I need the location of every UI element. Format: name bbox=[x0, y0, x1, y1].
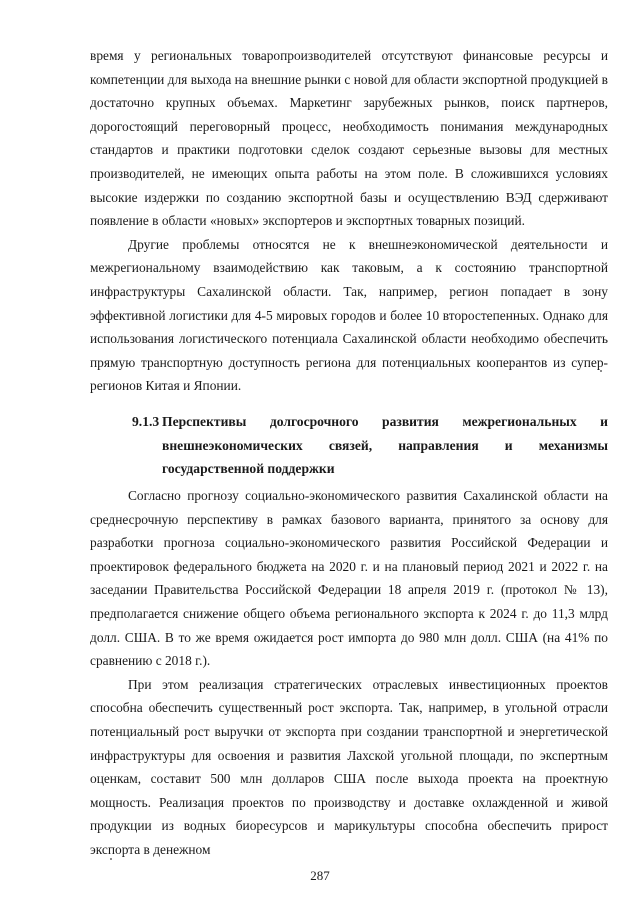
paragraph: При этом реализация стратегических отраслевых инвестиционных проектов способна обеспечить существенный рост экспорта. Так, например, в угольной отрасли потенциальный рост выручки от экспорта при создании транспортной и энергетической инфраструктуры для освоения и развития Лахской угольной площади, по экспертным оценкам, составит 500 млн долларов США после выхода проекта на проектную мощность. Реализация проектов по производству и доставке охлажденной и живой продукции из водных биоресурсов и марикультуры способна обеспечить прирост экспорта в денежном bbox=[90, 676, 608, 857]
section-title: Перспективы долгосрочного развития межрегиональных и внешнеэкономических связей, направления и механизмы государственной поддержки bbox=[162, 414, 608, 477]
paragraph-continued: время у региональных товаропроизводителей отсутствуют финансовые ресурсы и компетенции для выхода на внешние рынки с новой для области экспортной продукцией в достаточно крупных объемах. Маркетинг зарубежных рынков, поиск партнеров, дорогостоящий переговорный процесс, необходимость понимания международных стандартов и практики подготовки сделок создают серьезные вызовы для местных производителей, не имеющих опыта работы на этом поле. В сложившихся условиях высокие издержки по созданию экспортной базы и осуществлению ВЭД сдерживают появление в области «новых» экспортеров и экспортных товарных позиций. bbox=[90, 48, 608, 229]
page-number: 287 bbox=[310, 868, 330, 883]
scan-speck bbox=[110, 858, 112, 860]
section-number: 9.1.3 bbox=[132, 414, 160, 429]
section-heading bbox=[90, 410, 608, 481]
body-text-top bbox=[90, 44, 608, 398]
paragraph: Согласно прогнозу социально-экономического развития Сахалинской области на среднесрочную перспективу в рамках базового варианта, принятого за основу для разработки прогноза социально-экономического развития Российской Федерации и проектировок федерального бюджета на 2020 г. и на плановый период 2021 и 2022 г. на заседании Правительства Российской Федерации 18 апреля 2019 г. (протокол № 13), предполагается снижение общего объема регионального экспорта к 2024 г. до 11,3 млрд долл. США. В то же время ожидается рост импорта до 980 млн долл. США (на 41% по сравнению с 2018 г.). bbox=[90, 488, 608, 669]
scan-speck bbox=[600, 370, 602, 372]
body-text-bottom bbox=[90, 484, 608, 862]
paragraph: Другие проблемы относятся не к внешнеэкономической деятельности и межрегиональному взаимодействию как таковым, а к состоянию транспортной инфраструктуры Сахалинской области. Так, например, регион попадает в зону эффективной логистики для 4-5 мировых городов и более 10 второстепенных. Однако для использования логистического потенциала Сахалинской области необходимо обеспечить прямую транспортную доступность региона для потенциальных кооперантов из супер-регионов Китая и Японии. bbox=[90, 236, 608, 394]
